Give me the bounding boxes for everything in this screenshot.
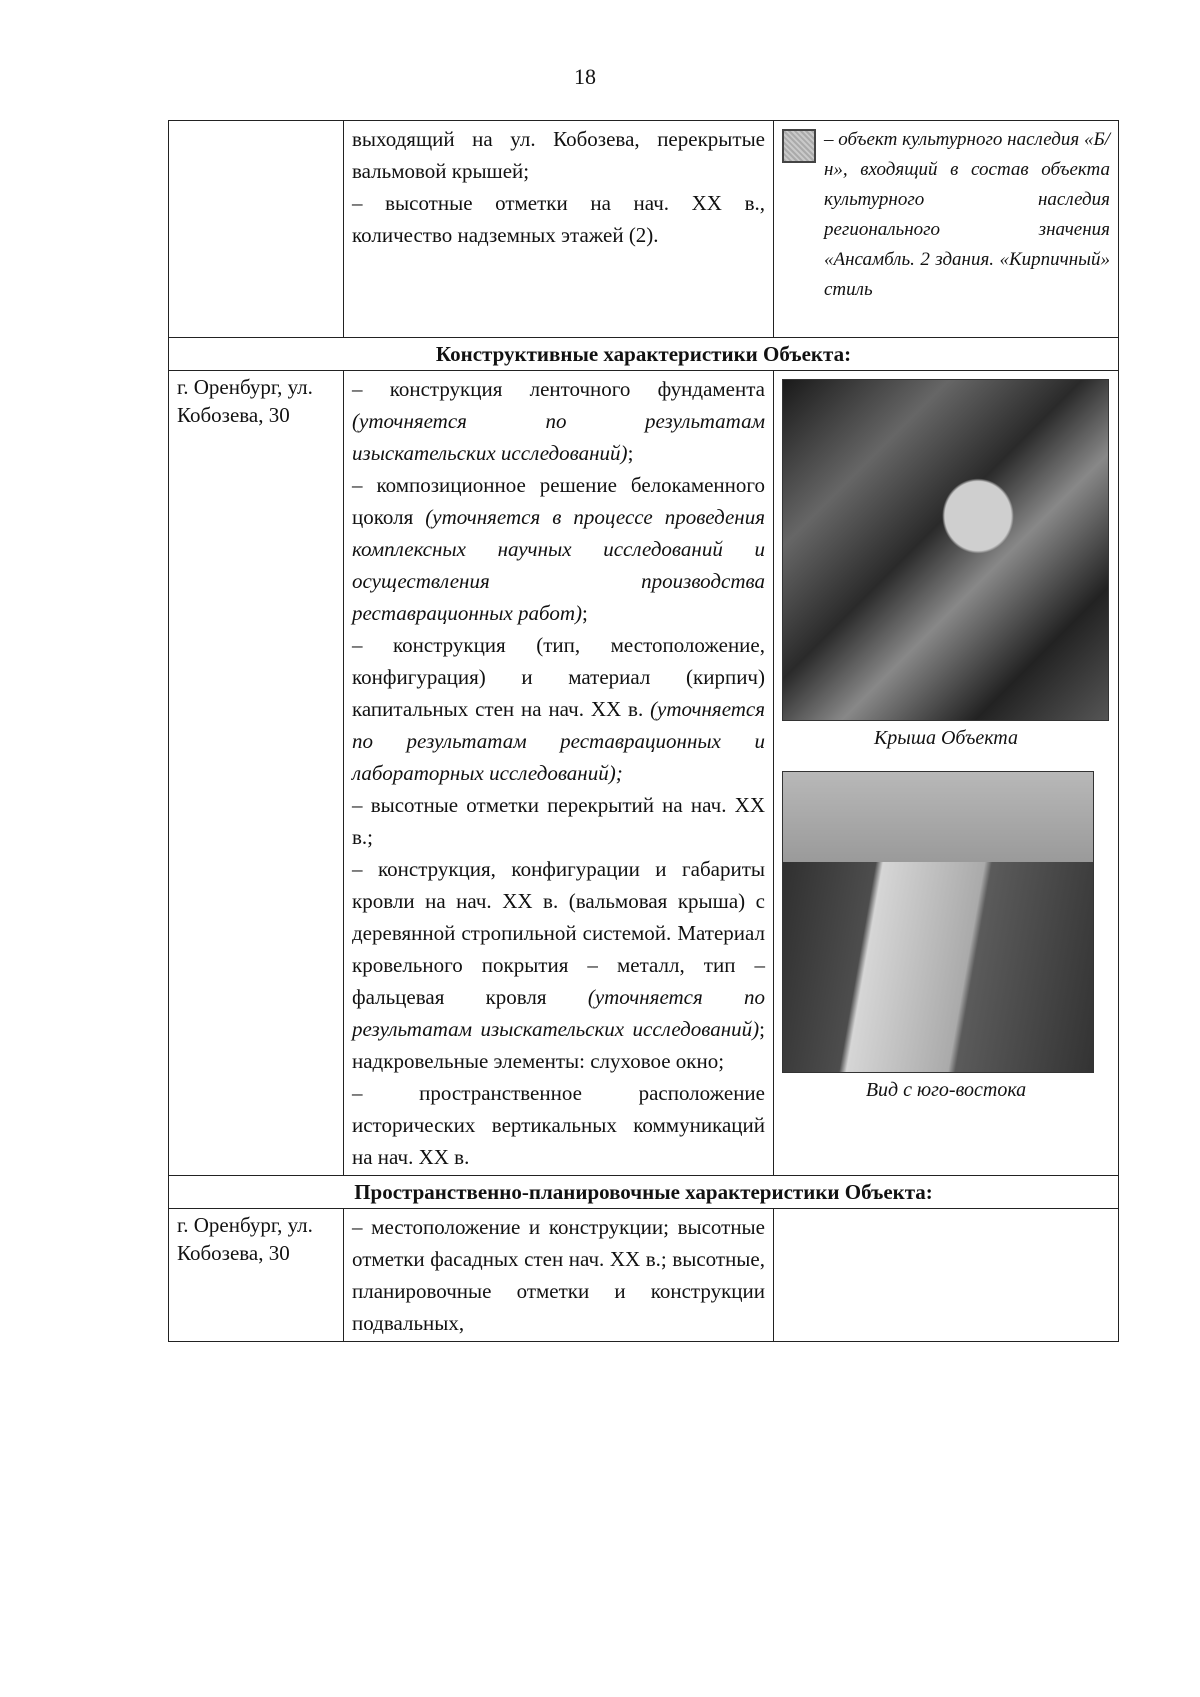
characteristics-table <box>168 120 1119 1342</box>
address-cell <box>169 1209 344 1342</box>
legend-cell <box>774 121 1119 338</box>
section-header-row <box>169 1176 1119 1209</box>
item-note: (уточняется в процессе проведения комплексных научных исследований и осуществления производства реставрационных работ) <box>352 505 765 625</box>
photo-caption: Крыша Объекта <box>874 727 1018 749</box>
item-text: – пространственное расположение исторических вертикальных коммуникаций на нач. XX в. <box>352 1081 765 1169</box>
table-row <box>169 1209 1119 1342</box>
description-cell <box>344 371 774 1176</box>
list-item <box>352 373 765 469</box>
item-note: (уточняется по результатам реставрационных и лабораторных исследований); <box>352 697 765 785</box>
description-cell <box>344 1209 774 1342</box>
description-line: – высотные отметки на нач. XX в., количество надземных этажей (2). <box>352 191 765 247</box>
item-text: – высотные отметки перекрытий на нач. XX в.; <box>352 793 765 849</box>
description-text: – местоположение и конструкции; высотные отметки фасадных стен нач. XX в.; высотные, планировочные отметки и конструкции подвальных, <box>352 1215 765 1335</box>
facade-photo <box>782 771 1094 1073</box>
page-number: 18 <box>574 64 596 89</box>
legend <box>782 123 1110 305</box>
legend-text: – объект культурного наследия «Б/н», входящий в состав объекта культурного наследия регионального значения «Ансамбль. 2 здания. «Кирпичный» стиль <box>824 129 1110 300</box>
legend-swatch-icon <box>782 129 816 163</box>
item-note: (уточняется по результатам изыскательских исследований) <box>352 985 765 1041</box>
section-title: Конструктивные характеристики Объекта: <box>169 338 1119 371</box>
list-item <box>352 469 765 629</box>
description-cell <box>344 121 774 338</box>
item-note: (уточняется по результатам изыскательских исследований) <box>352 409 765 465</box>
address-cell <box>169 371 344 1176</box>
item-text: – конструкция (тип, местоположение, конфигурация) и материал (кирпич) капитальных стен на нач. XX в. <box>352 633 765 721</box>
list-item <box>352 853 765 1077</box>
item-text: – конструкция, конфигурации и габариты кровли на нач. XX в. (вальмовая крыша) с деревянной стропильной системой. Материал кровельного покрытия – металл, тип – фальцевая кровля <box>352 857 765 1009</box>
section-header-row <box>169 338 1119 371</box>
address-cell-empty <box>169 121 344 338</box>
list-item <box>352 1077 765 1173</box>
item-tail: ; <box>581 601 588 625</box>
item-text: – композиционное решение белокаменного цоколя <box>352 473 765 529</box>
list-item <box>352 629 765 789</box>
address: г. Оренбург, ул. Кобозева, 30 <box>177 375 313 427</box>
list-item <box>352 789 765 853</box>
address: г. Оренбург, ул. Кобозева, 30 <box>177 1213 313 1265</box>
photo-cell <box>774 371 1119 1176</box>
table-row <box>169 121 1119 338</box>
item-tail: ; <box>627 441 634 465</box>
item-tail: ; надкровельные элементы: слуховое окно; <box>352 1017 765 1073</box>
roof-photo <box>782 379 1109 721</box>
section-title: Пространственно-планировочные характеристики Объекта: <box>169 1176 1119 1209</box>
description-line: выходящий на ул. Кобозева, перекрытые вальмовой крышей; <box>352 127 765 183</box>
empty-cell <box>774 1209 1119 1342</box>
photo-caption: Вид с юго-востока <box>865 1079 1027 1101</box>
table-row <box>169 371 1119 1176</box>
item-text: – конструкция ленточного фундамента <box>352 377 765 401</box>
